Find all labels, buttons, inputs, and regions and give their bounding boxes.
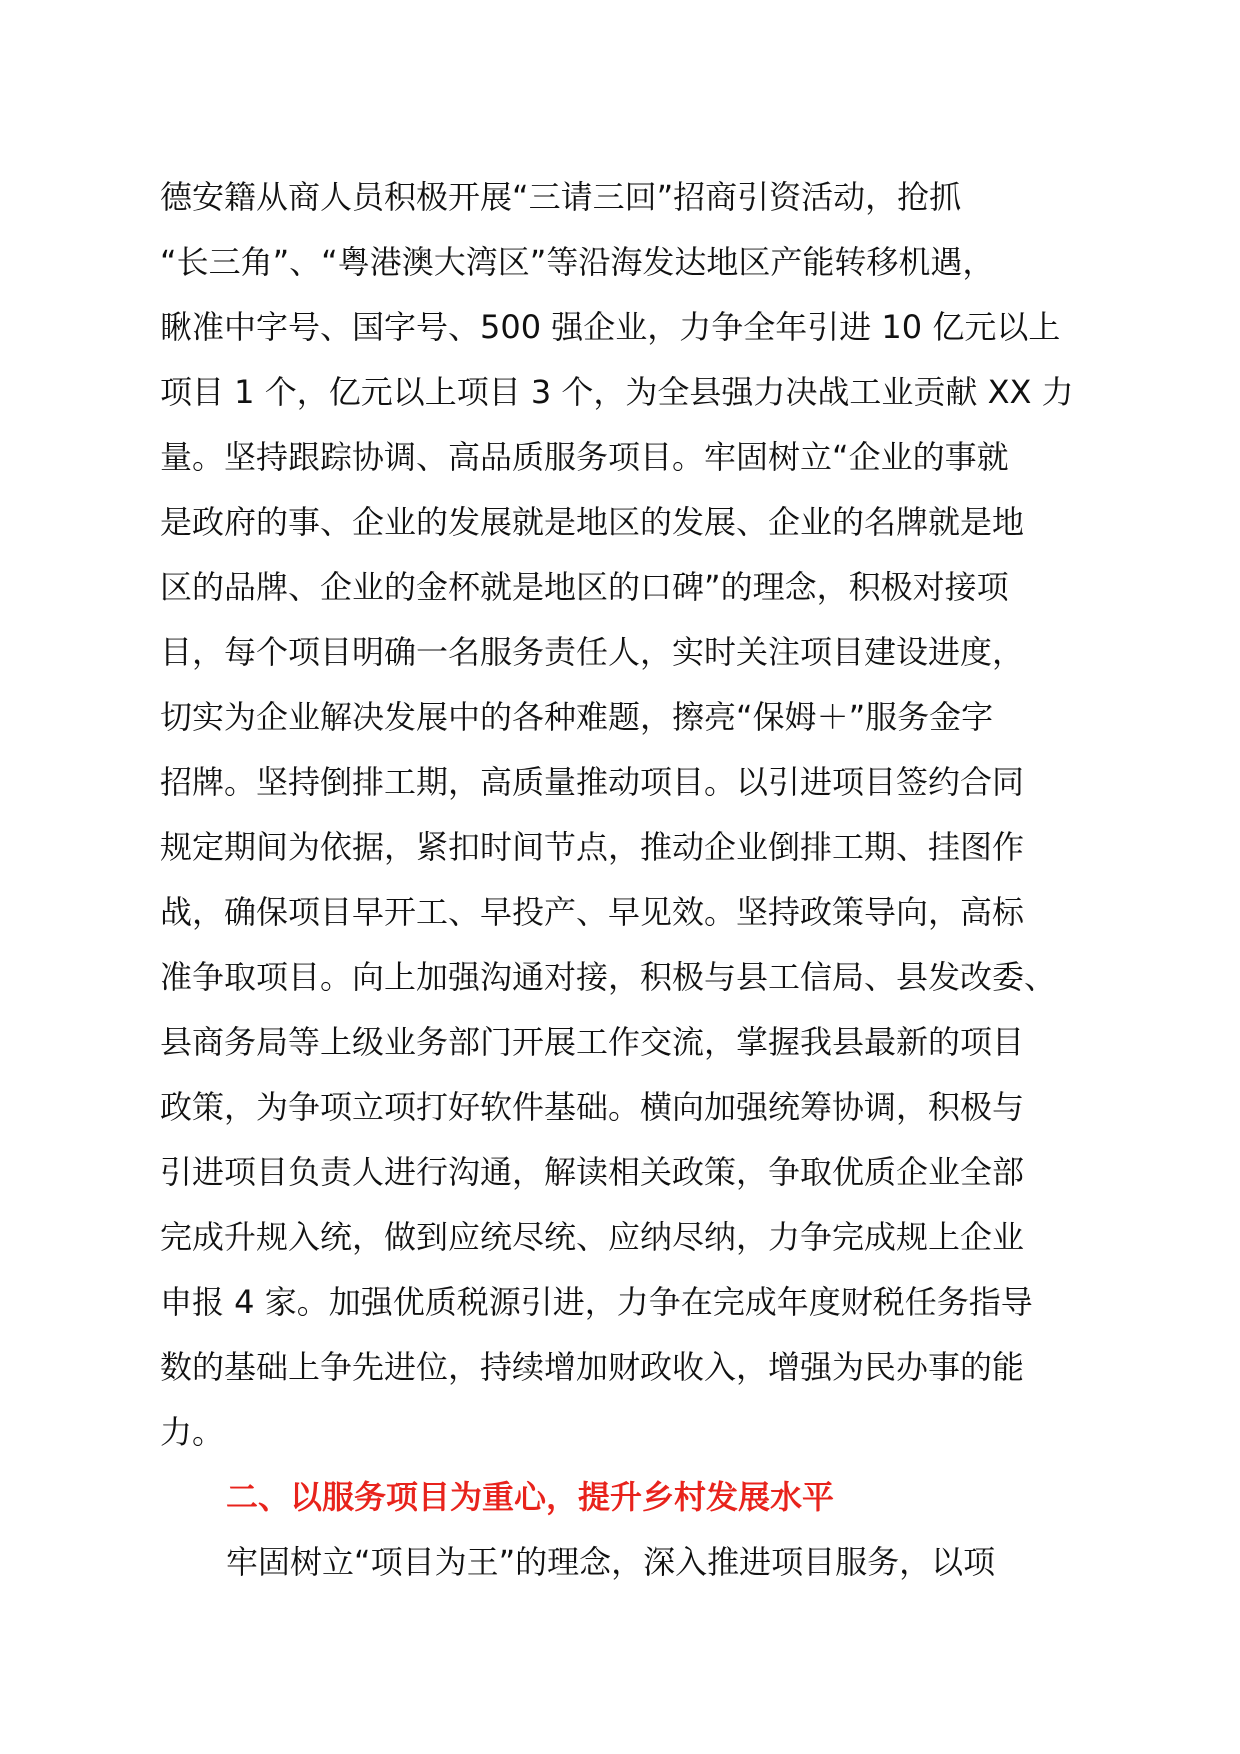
paragraph-line: 准争取项目。向上加强沟通对接，积极与县工信局、县发改委、 xyxy=(160,958,1057,996)
paragraph-line: 区的品牌、企业的金杯就是地区的口碑”的理念，积极对接项 xyxy=(160,568,1009,606)
paragraph-line: 招牌。坚持倒排工期，高质量推动项目。以引进项目签约合同 xyxy=(160,763,1025,801)
document-body xyxy=(160,165,1100,1595)
paragraph-line: 项目 1 个，亿元以上项目 3 个，为全县强力决战工业贡献 XX 力 xyxy=(160,373,1074,411)
paragraph-line: 政策，为争项立项打好软件基础。横向加强统筹协调，积极与 xyxy=(160,1088,1025,1126)
paragraph-line: 德安籍从商人员积极开展“三请三回”招商引资活动，抢抓 xyxy=(160,178,962,216)
paragraph-line: “长三角”、“粤港澳大湾区”等沿海发达地区产能转移机遇， xyxy=(160,243,995,281)
paragraph-line: 县商务局等上级业务部门开展工作交流，掌握我县最新的项目 xyxy=(160,1023,1025,1061)
paragraph-line: 是政府的事、企业的发展就是地区的发展、企业的名牌就是地 xyxy=(160,503,1025,541)
paragraph-line: 切实为企业解决发展中的各种难题，擦亮“保姆＋”服务金字 xyxy=(160,698,994,736)
paragraph-2 xyxy=(160,1530,1100,1595)
paragraph-line: 完成升规入统，做到应统尽统、应纳尽纳，力争完成规上企业 xyxy=(160,1218,1025,1256)
paragraph-line: 数的基础上争先进位，持续增加财政收入，增强为民办事的能 xyxy=(160,1348,1025,1386)
paragraph-line: 引进项目负责人进行沟通，解读相关政策，争取优质企业全部 xyxy=(160,1153,1025,1191)
paragraph-line: 目，每个项目明确一名服务责任人，实时关注项目建设进度， xyxy=(160,633,1025,671)
paragraph-1 xyxy=(160,165,1100,1465)
paragraph-line: 瞅准中字号、国字号、500 强企业，力争全年引进 10 亿元以上 xyxy=(160,308,1061,346)
paragraph-line: 申报 4 家。加强优质税源引进，力争在完成年度财税任务指导 xyxy=(160,1283,1033,1321)
paragraph-line: 规定期间为依据，紧扣时间节点，推动企业倒排工期、挂图作 xyxy=(160,828,1025,866)
paragraph-line: 力。 xyxy=(160,1413,225,1451)
paragraph-line: 牢固树立“项目为王”的理念，深入推进项目服务，以项 xyxy=(226,1543,996,1581)
section-heading: 二、以服务项目为重心，提升乡村发展水平 xyxy=(226,1478,835,1516)
paragraph-line: 战，确保项目早开工、早投产、早见效。坚持政策导向，高标 xyxy=(160,893,1025,931)
paragraph-line: 量。坚持跟踪协调、高品质服务项目。牢固树立“企业的事就 xyxy=(160,438,1009,476)
